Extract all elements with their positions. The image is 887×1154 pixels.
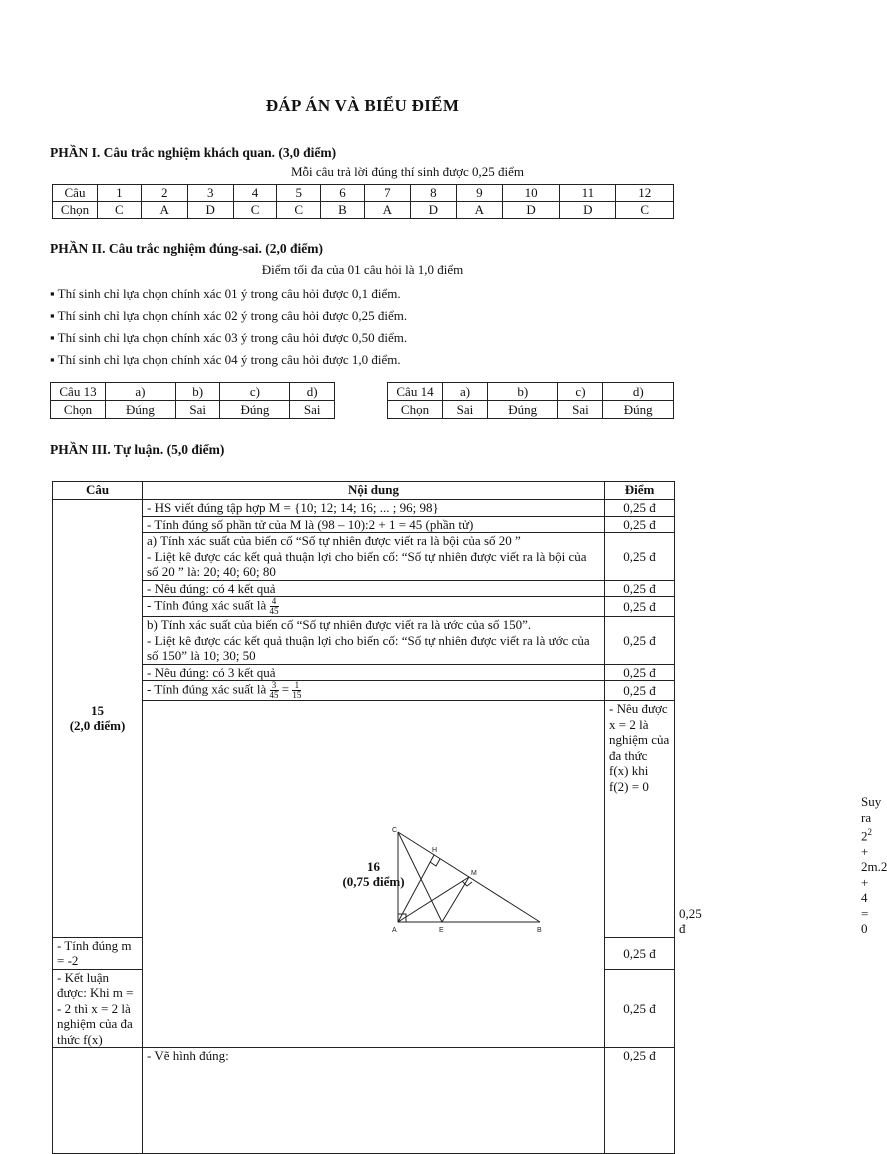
answer-cell: A bbox=[364, 202, 410, 219]
q14-item: b) bbox=[487, 383, 558, 401]
label-a: A bbox=[391, 926, 397, 934]
q14-answer: Đúng bbox=[603, 401, 674, 419]
q15-points: (2,0 điểm) bbox=[69, 718, 126, 734]
part3-table bbox=[52, 481, 887, 1154]
table-row bbox=[53, 500, 675, 517]
score-cell: 0,25 đ bbox=[605, 617, 675, 665]
score-cell: 0,25 đ bbox=[605, 580, 675, 597]
q14-item: c) bbox=[558, 383, 603, 401]
q16-label: 16 bbox=[367, 858, 380, 874]
content-cell bbox=[143, 597, 605, 617]
part3-heading: PHẦN III. Tự luận. (5,0 điểm) bbox=[50, 442, 225, 457]
table-row bbox=[53, 664, 675, 681]
q15-label: 15 bbox=[91, 702, 104, 718]
content-cell: - Kết luận được: Khi m = - 2 thì x = 2 là nghiệm của đa thức f(x) bbox=[53, 969, 143, 1048]
q14-answer: Sai bbox=[558, 401, 603, 419]
question-cell: 4 bbox=[233, 185, 277, 202]
table-row bbox=[53, 580, 675, 597]
label-e: E bbox=[438, 926, 444, 934]
exponent: 2 bbox=[867, 827, 872, 837]
bullet-item: ▪ Thí sinh chỉ lựa chọn chính xác 03 ý trong câu hỏi được 0,50 điểm. bbox=[50, 330, 408, 345]
content-line: b) Tính xác suất của biến cố “Số tự nhiên được viết ra là ước của số 150”. bbox=[147, 617, 532, 632]
table-row bbox=[53, 516, 675, 533]
equals-sign: = bbox=[281, 681, 290, 697]
col-header-content: Nội dung bbox=[143, 482, 605, 500]
score-cell: 0,25 đ bbox=[605, 516, 675, 533]
q15-cell bbox=[53, 500, 143, 938]
content-line: - Liệt kê được các kết quả thuận lợi cho biến cố: “Số tự nhiên được viết ra là ước của số 150” là 10; 30; 50 bbox=[147, 632, 590, 663]
content-line: - Liệt kê được các kết quả thuận lợi cho biến cố: “Số tự nhiên được viết ra là bội của số 20 ” là: 20; 40; 60; 80 bbox=[147, 548, 587, 579]
score-cell: 0,25 đ bbox=[605, 937, 675, 969]
label-c: C bbox=[391, 826, 397, 834]
row-label-answer: Chọn bbox=[53, 202, 98, 219]
answer-cell: C bbox=[616, 202, 674, 219]
content-line: - Nêu được x = 2 là nghiệm của đa thức f(x) khi f(2) = 0 bbox=[609, 701, 670, 794]
answer-cell: D bbox=[410, 202, 456, 219]
fraction bbox=[270, 681, 279, 700]
col-header-score: Điểm bbox=[605, 482, 675, 500]
bullet-text: Thí sinh chỉ lựa chọn chính xác 02 ý trong câu hỏi được 0,25 điểm. bbox=[57, 308, 408, 323]
fraction-denominator: 15 bbox=[292, 690, 302, 700]
question-cell: 1 bbox=[98, 185, 142, 202]
label-h: H bbox=[431, 846, 437, 854]
page-title: ĐÁP ÁN VÀ BIỂU ĐIỂM bbox=[265, 96, 460, 115]
q13-answer: Đúng bbox=[106, 401, 176, 419]
segment-am bbox=[398, 877, 469, 922]
question-cell: 7 bbox=[364, 185, 410, 202]
fraction bbox=[292, 681, 301, 700]
label-b: B bbox=[536, 926, 542, 934]
score-cell: 0,25 đ bbox=[605, 597, 675, 617]
label-m: M bbox=[470, 869, 477, 877]
question-cell: 3 bbox=[187, 185, 233, 202]
score-cell: 0,25 đ bbox=[605, 1048, 675, 1154]
question-cell: 10 bbox=[502, 185, 560, 202]
answer-cell: D bbox=[187, 202, 233, 219]
content-text: Suy ra 2 bbox=[861, 794, 882, 844]
score-cell: 0,25 đ bbox=[605, 533, 675, 581]
question-cell: 6 bbox=[321, 185, 365, 202]
answer-cell: D bbox=[560, 202, 616, 219]
fraction-denominator: 45 bbox=[269, 606, 279, 616]
table-row: 16 (0,75 điểm) - Nêu được x = 2 là nghiệm của đa thức f(x) khi f(2) = 0 Suy ra $2^2 + 2m.2 + 4 = 0$ 0,25 đ bbox=[53, 701, 675, 938]
q14-label: Câu 14 bbox=[388, 383, 443, 401]
table-row bbox=[53, 617, 675, 665]
q14-table bbox=[387, 382, 674, 419]
content-cell: - Tính đúng số phần tử của M là (98 – 10):2 + 1 = 45 (phần tử) bbox=[143, 516, 605, 533]
row-label-question: Câu bbox=[53, 185, 98, 202]
part1-answer-row bbox=[53, 202, 674, 219]
q13-item: b) bbox=[175, 383, 220, 401]
fraction bbox=[270, 597, 279, 616]
bullet-text: Thí sinh chỉ lựa chọn chính xác 03 ý trong câu hỏi được 0,50 điểm. bbox=[57, 330, 408, 345]
question-cell: 5 bbox=[277, 185, 321, 202]
answer-cell: C bbox=[233, 202, 277, 219]
q13-answer: Sai bbox=[175, 401, 220, 419]
table-row bbox=[53, 1048, 675, 1154]
segment-ah bbox=[398, 855, 434, 922]
q14-item: d) bbox=[603, 383, 674, 401]
q13-item: d) bbox=[290, 383, 335, 401]
q14-choose-label: Chọn bbox=[388, 401, 443, 419]
bullet-item: ▪ Thí sinh chỉ lựa chọn chính xác 02 ý trong câu hỏi được 0,25 điểm. bbox=[50, 308, 408, 323]
part2-note: Điểm tối đa của 01 câu hỏi là 1,0 điểm bbox=[261, 262, 464, 277]
answer-cell: D bbox=[502, 202, 560, 219]
bullet-text: Thí sinh chỉ lựa chọn chính xác 04 ý trong câu hỏi được 1,0 điểm. bbox=[57, 352, 401, 367]
q16-points: (0,75 điểm) bbox=[342, 874, 405, 890]
part1-note: Mỗi câu trả lời đúng thí sinh được 0,25 điểm bbox=[290, 164, 525, 179]
part1-answer-table bbox=[52, 184, 674, 219]
part1-heading: PHẦN I. Câu trắc nghiệm khách quan. (3,0 điểm) bbox=[50, 145, 337, 160]
question-cell: 11 bbox=[560, 185, 616, 202]
fraction-denominator: 45 bbox=[269, 690, 279, 700]
part2-heading: PHẦN II. Câu trắc nghiệm đúng-sai. (2,0 điểm) bbox=[50, 241, 324, 256]
content-cell bbox=[143, 617, 605, 665]
score-cell: 0,25 đ bbox=[605, 500, 675, 517]
q13-table bbox=[50, 382, 335, 419]
content-line: - Vẽ hình đúng: bbox=[147, 1048, 229, 1064]
q13-label: Câu 13 bbox=[51, 383, 106, 401]
q13-choose-label: Chọn bbox=[51, 401, 106, 419]
content-line bbox=[609, 794, 887, 937]
geometry-figure bbox=[378, 826, 578, 936]
q13-item: c) bbox=[220, 383, 290, 401]
question-cell: 12 bbox=[616, 185, 674, 202]
bullet-item: ▪ Thí sinh chỉ lựa chọn chính xác 04 ý trong câu hỏi được 1,0 điểm. bbox=[50, 352, 401, 367]
content-text: - Tính đúng xác suất là bbox=[147, 681, 267, 697]
answer-cell: C bbox=[98, 202, 142, 219]
content-cell: - HS viết đúng tập hợp M = {10; 12; 14; 16; ... ; 96; 98} bbox=[143, 500, 605, 517]
q17-cell bbox=[53, 1048, 143, 1154]
content-cell: - Nêu đúng: có 3 kết quả bbox=[143, 664, 605, 681]
answer-cell: A bbox=[141, 202, 187, 219]
question-cell: 8 bbox=[410, 185, 456, 202]
question-cell: 2 bbox=[141, 185, 187, 202]
content-cell bbox=[143, 681, 605, 701]
content-text: + 2m.2 + 4 = 0 bbox=[861, 843, 887, 937]
fraction-numerator: 4 bbox=[270, 597, 279, 607]
fraction-numerator: 1 bbox=[292, 681, 301, 691]
answer-cell: A bbox=[456, 202, 502, 219]
col-header-cau: Câu bbox=[53, 482, 143, 500]
question-cell: 9 bbox=[456, 185, 502, 202]
table-row bbox=[53, 681, 675, 701]
answer-cell: B bbox=[321, 202, 365, 219]
fraction-numerator: 3 bbox=[270, 681, 279, 691]
content-line: a) Tính xác suất của biến cố “Số tự nhiên được viết ra là bội của số 20 ” bbox=[147, 533, 521, 548]
table-row bbox=[53, 597, 675, 617]
score-cell: 0,25 đ bbox=[605, 664, 675, 681]
bullet-item: ▪ Thí sinh chỉ lựa chọn chính xác 01 ý trong câu hỏi được 0,1 điểm. bbox=[50, 286, 401, 301]
q13-item: a) bbox=[106, 383, 176, 401]
q14-answer: Sai bbox=[443, 401, 488, 419]
q14-item: a) bbox=[443, 383, 488, 401]
content-cell: - Tính đúng m = -2 bbox=[53, 937, 143, 969]
answer-cell: C bbox=[277, 202, 321, 219]
q13-answer: Sai bbox=[290, 401, 335, 419]
content-cell bbox=[143, 533, 605, 581]
q13-answer: Đúng bbox=[220, 401, 290, 419]
part2-bullets bbox=[50, 283, 407, 371]
q14-answer: Đúng bbox=[487, 401, 558, 419]
bullet-text: Thí sinh chỉ lựa chọn chính xác 01 ý trong câu hỏi được 0,1 điểm. bbox=[57, 286, 401, 301]
content-text: - Tính đúng xác suất là bbox=[147, 597, 267, 613]
table-row bbox=[53, 533, 675, 581]
score-cell: 0,25 đ bbox=[605, 681, 675, 701]
part1-question-row bbox=[53, 185, 674, 202]
score-cell: 0,25 đ bbox=[605, 969, 675, 1048]
content-cell: - Nêu đúng: có 4 kết quả bbox=[143, 580, 605, 597]
